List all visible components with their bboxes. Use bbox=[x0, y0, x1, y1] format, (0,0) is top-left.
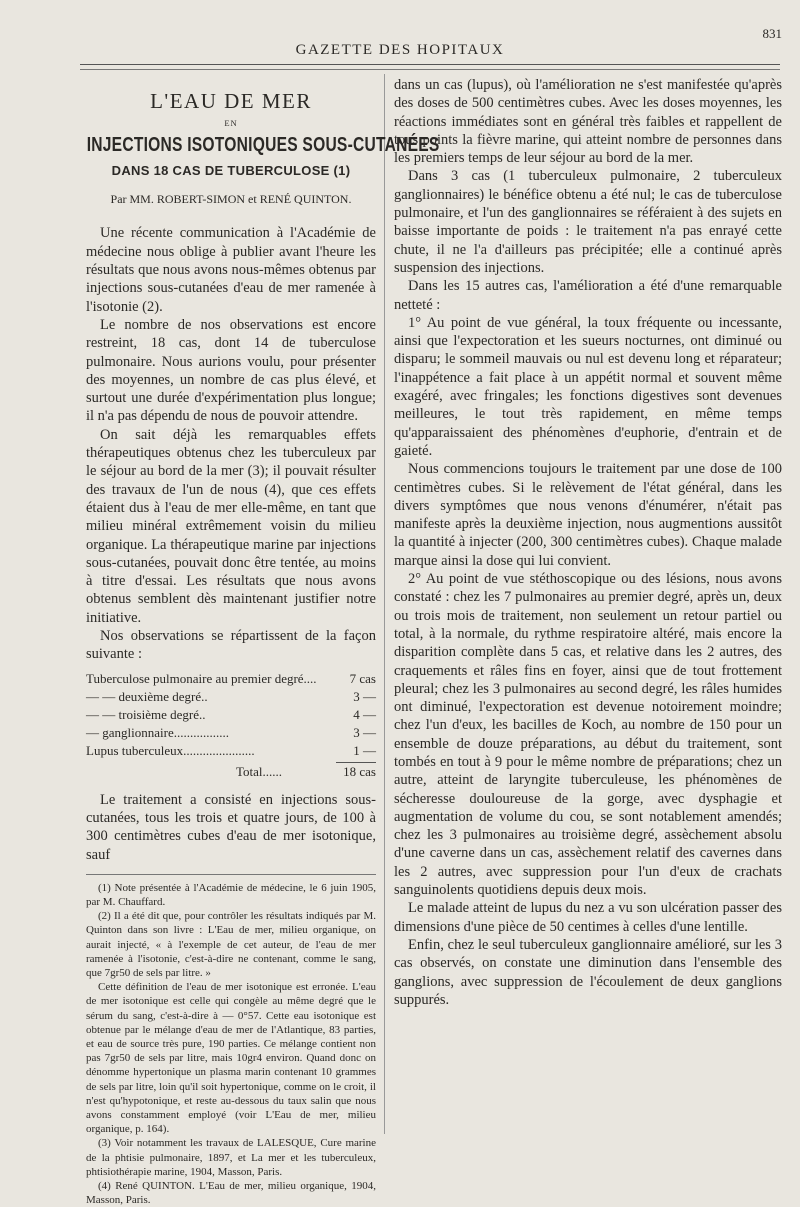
cases-table bbox=[86, 670, 376, 781]
article-subtitle-cases: DANS 18 CAS DE TUBERCULOSE (1) bbox=[111, 162, 351, 178]
paragraph: Une récente communication à l'Académie de médecine nous oblige à publier avant l'heure les résultats que nous avons nous-mêmes obtenus par injections sous-cutanées d'eau de mer ramenée à l'isotonie (2). bbox=[86, 225, 376, 315]
table-row-count: 3 — bbox=[353, 724, 376, 740]
paragraph: Le malade atteint de lupus du nez a vu son ulcération passer des dimensions d'une pièce de 50 centimes à celles d'une lentille. bbox=[394, 900, 782, 935]
table-row-label: Tuberculose pulmonaire au premier degré.... bbox=[86, 670, 317, 686]
footnote: (2) Il a été dit que, pour contrôler les résultats indiqués par M. Quinton dans son livre : L'Eau de mer, milieu organique, on aurait injecté, « à l'exemple de cet auteur, de l'eau de mer ramenée à l'isotonie, c'est-à-dire ne contenant, comme le sang, que 7gr50 de sels par litre. » bbox=[86, 910, 376, 980]
table-row-count: 1 — bbox=[353, 742, 376, 758]
table-total-count: 18 cas bbox=[343, 763, 376, 779]
table-row-count: 3 — bbox=[353, 688, 376, 704]
header-rule bbox=[80, 64, 780, 65]
table-total-row bbox=[86, 763, 376, 781]
footnote: Cette définition de l'eau de mer isotonique est erronée. L'eau de mer isotonique est celle qui congèle au même degré que le sérum du sang, c'est-à-dire à — 0°57. Cette eau isotonique est obtenue par le mélange d'eau de mer de l'Atlantique, 83 parties, et eau de source très pure, 190 parties. Ce mélange contient non pas 7gr50 de sels par litre, mais 10gr4 environ. Quand donc on dénomme hypertonique un plasma marin contenant 10 grammes de sels par litre, loin qu'il soit hypertonique, comme on le croit, il n'est qu'hypotonique, et reste au-dessous du taux salin que nous avons constamment employé (voir L'Eau de mer, milieu organique, p. 164). bbox=[86, 981, 376, 1136]
table-row-label: — — troisième degré.. bbox=[86, 706, 206, 722]
journal-title: GAZETTE DES HOPITAUX bbox=[295, 42, 505, 58]
table-total-label: Total...... bbox=[236, 763, 283, 779]
footnotes bbox=[86, 881, 376, 1207]
footnote: (4) René QUINTON. L'Eau de mer, milieu organique, 1904, Masson, Paris. bbox=[86, 1180, 376, 1207]
paragraph: Dans 3 cas (1 tuberculeux pulmonaire, 2 tuberculeux ganglionnaires) le bénéfice obtenu a été nul; le cas de tuberculose pulmonaire, et l'un des ganglionnaires se référaient à des sujets en baisse importante de poids : le traitement n'a pas enrayé cette chute, il ne l'a d'ailleurs pas précipitée; elle a continué après suspension des injections. bbox=[394, 168, 782, 276]
table-row-count: 7 cas bbox=[349, 670, 376, 686]
table-row bbox=[86, 670, 376, 688]
table-row-count: 4 — bbox=[353, 706, 376, 722]
article-byline: Par MM. ROBERT-SIMON et RENÉ QUINTON. bbox=[110, 192, 352, 207]
table-row-label: — ganglionnaire................. bbox=[86, 724, 229, 740]
footnote-separator bbox=[86, 874, 376, 875]
page-number: 831 bbox=[762, 26, 782, 41]
table-row bbox=[86, 706, 376, 724]
article-title: L'EAU DE MER bbox=[150, 89, 312, 113]
table-row bbox=[86, 688, 376, 706]
paragraph: Le nombre de nos observations est encore restreint, 18 cas, dont 14 de tuberculose pulmonaire. Nous aurions voulu, pour présenter des moyennes, un nombre de cas plus élevé, et surtout une durée d'expérimentation plus longue; il n'a pas dépendu de nous de pouvoir attendre. bbox=[86, 316, 376, 425]
article-title-connector: EN bbox=[224, 118, 238, 129]
paragraph: Le traitement a consisté en injections sous-cutanées, tous les trois et quatre jours, de 100 à 300 centimètres cubes d'eau de mer isotonique, sauf bbox=[86, 791, 376, 863]
footnote: (3) Voir notamment les travaux de LALESQUE, Cure marine de la phtisie pulmonaire, 1897, et La mer et les tuberculeux, phtisiothérapie marine, 1904, Masson, Paris. bbox=[86, 1137, 376, 1178]
paragraph: Dans les 15 autres cas, l'amélioration a été d'une remarquable netteté : bbox=[394, 278, 782, 313]
footnote: (1) Note présentée à l'Académie de médecine, le 6 juin 1905, par M. Chauffard. bbox=[86, 881, 376, 908]
table-row-label: — — deuxième degré.. bbox=[86, 688, 208, 704]
column-divider bbox=[384, 74, 385, 1134]
paragraph: dans un cas (lupus), où l'amélioration ne s'est manifestée qu'après des doses de 500 centimètres cubes. Avec les doses moyennes, les réactions immédiates sont en général très faibles et rappellent de tous points la fièvre marine, qui atteint nombre de personnes dans les premiers temps de leur séjour au bord de la mer. bbox=[394, 77, 782, 167]
table-row bbox=[86, 724, 376, 742]
paragraph: Enfin, chez le seul tuberculeux ganglionnaire amélioré, sur les 3 cas observés, on constate une diminution dans l'ensemble des ganglions, avec suppression de l'écoulement de deux ganglions suppurés. bbox=[394, 936, 782, 1008]
table-row-label: Lupus tuberculeux...................... bbox=[86, 742, 255, 758]
paragraph: Nous commencions toujours le traitement par une dose de 100 centimètres cubes. Si le relèvement de l'état général, dans les divers symptômes que nous venons d'énumérer, n'était pas manifeste après la deuxième injection, nous augmentions aussitôt la quantité à injecter (200, 300 centimètres cubes). Chaque malade marque ainsi la dose qui lui convient. bbox=[394, 461, 782, 569]
paragraph: On sait déjà les remarquables effets thérapeutiques obtenus chez les tuberculeux par le séjour au bord de la mer (3); il pouvait résulter des travaux de l'un de nous (4), que ces effets étaient dus à l'eau de mer elle-même, en tant que milieu minéral extrêmement voisin du milieu organique. La thérapeutique marine par injections sous-cutanées, pouvait donc être tentée, au moins à titre d'essai. Les résultats que nous avons obtenus semblent dès maintenant justifier notre initiative. bbox=[86, 426, 376, 626]
paragraph: Nos observations se répartissent de la façon suivante : bbox=[86, 628, 376, 663]
table-row bbox=[86, 742, 376, 760]
left-column bbox=[86, 76, 440, 1207]
article-subtitle: INJECTIONS ISOTONIQUES SOUS-CUTANÉES bbox=[86, 133, 440, 156]
header-rule-double bbox=[80, 69, 780, 70]
paragraph: 1° Au point de vue général, la toux fréquente ou incessante, ainsi que l'expectoration et les sueurs nocturnes, ont diminué ou disparu; le sommeil mauvais ou nul est devenu long et réparateur; l'inappétence a fait place à un appétit normal et souvent même exagéré, avec fringales; les fonctions digestives sont devenues meilleures, le tout très rapidement, en même temps qu'apparaissaient des phénomènes d'euphorie, d'entrain et de gaieté. bbox=[394, 314, 782, 459]
right-column bbox=[394, 76, 782, 1009]
paragraph: 2° Au point de vue stéthoscopique ou des lésions, nous avons constaté : chez les 7 pulmonaires au premier degré, après un, deux ou trois mois de traitement, non seulement un retour partiel ou total, à la normale, du rythme respiratoire altéré, mais encore la disparition complète dans 5 cas, et relative dans les 2 autres, des craquements et râles fins en foyer, ainsi que de tout frottement pleural; chez les 3 pulmonaires au second degré, les râles humides ont diminué, l'expectoration est devenue notoirement moindre; chez l'un d'eux, les bacilles de Koch, au nombre de 150 pour un ensemble de douze préparations, au début du traitement, sont tombés en tout à 9 pour le même nombre de préparations; chez un autre, atteint de laryngite tuberculeuse, les phénomènes de sécheresse douloureuse de la gorge, avec dysphagie et augmentation de volume du cou, se sont notablement amendés; chez les 3 pulmonaires au troisième degré, assèchement absolu d'une caverne dans un cas, assèchement relatif des cavernes dans les 2 autres, avec suppression pour l'un d'eux de crachats sanguinolents quotidiens depuis deux mois. bbox=[394, 571, 782, 899]
